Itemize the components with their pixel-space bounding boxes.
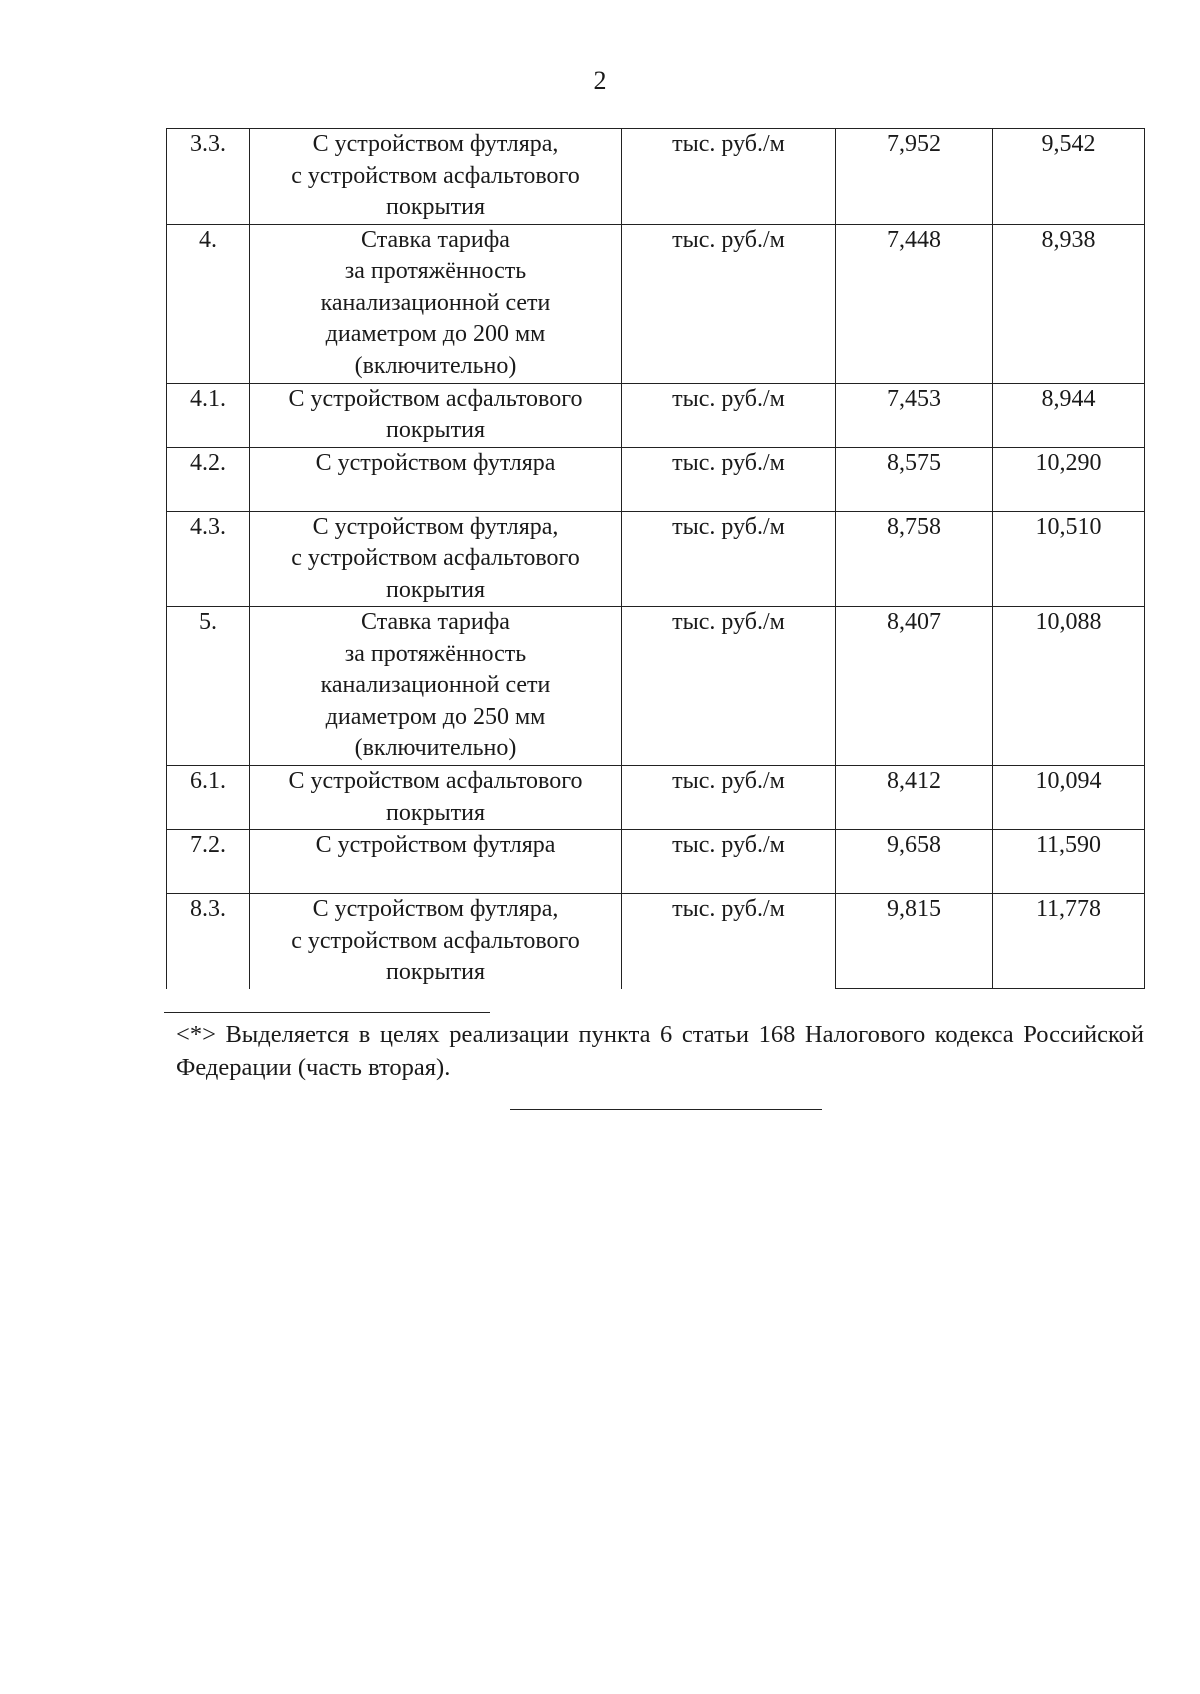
description-line: С устройством футляра, xyxy=(312,513,559,540)
description-line: покрытия xyxy=(386,959,485,985)
description-line: с устройством асфальтового xyxy=(291,545,580,571)
description-line: покрытия xyxy=(386,576,485,603)
table-row xyxy=(167,830,1145,894)
row-value-2: 9,542 xyxy=(993,129,1145,225)
description-line: канализационной сети xyxy=(320,289,551,316)
row-number: 4.1. xyxy=(167,383,250,447)
row-value-1: 8,412 xyxy=(836,766,993,830)
table-row xyxy=(167,511,1145,607)
description-line: С устройством футляра, xyxy=(312,896,559,922)
table-row xyxy=(167,607,1145,766)
row-value-1: 8,758 xyxy=(836,511,993,607)
row-value-2: 8,938 xyxy=(993,224,1145,383)
row-number: 6.1. xyxy=(167,766,250,830)
description-line: Ставка тарифа xyxy=(361,609,510,635)
row-description xyxy=(250,224,622,383)
row-value-2: 10,290 xyxy=(993,447,1145,511)
row-unit: тыс. руб./м xyxy=(622,894,836,989)
row-description xyxy=(250,830,622,894)
row-description xyxy=(250,607,622,766)
row-description xyxy=(250,766,622,830)
row-value-1: 8,407 xyxy=(836,607,993,766)
row-number: 7.2. xyxy=(167,830,250,894)
row-unit: тыс. руб./м xyxy=(622,607,836,766)
row-number: 8.3. xyxy=(167,894,250,989)
description-line: за протяжённость xyxy=(344,258,527,284)
description-line: диаметром до 200 мм xyxy=(325,321,546,347)
row-number: 5. xyxy=(167,607,250,766)
row-unit: тыс. руб./м xyxy=(622,447,836,511)
table-row xyxy=(167,129,1145,225)
row-value-1: 7,952 xyxy=(836,129,993,225)
row-unit: тыс. руб./м xyxy=(622,830,836,894)
description-line: диаметром до 250 мм xyxy=(325,703,546,730)
description-line: С устройством футляра xyxy=(315,449,556,476)
description-line: за протяжённость xyxy=(344,640,527,667)
description-line: с устройством асфальтового xyxy=(291,927,580,954)
closing-divider xyxy=(510,1109,822,1110)
row-value-2: 10,088 xyxy=(993,607,1145,766)
description-line: (включительно) xyxy=(354,735,517,761)
row-value-2: 11,778 xyxy=(993,894,1145,989)
row-description xyxy=(250,511,622,607)
row-number: 3.3. xyxy=(167,129,250,225)
description-line: С устройством асфальтового xyxy=(288,768,583,794)
row-description xyxy=(250,383,622,447)
page-number: 2 xyxy=(593,66,607,95)
tariff-table xyxy=(166,128,1145,989)
description-line: С устройством асфальтового xyxy=(288,385,583,412)
description-line: покрытия xyxy=(386,799,485,826)
row-unit: тыс. руб./м xyxy=(622,224,836,383)
row-value-1: 9,658 xyxy=(836,830,993,894)
footnote-text: <*> Выделяется в целях реализации пункта 6 статьи 168 Налогового кодекса Российской Федерации (часть вторая). xyxy=(176,1021,1144,1081)
row-unit: тыс. руб./м xyxy=(622,511,836,607)
description-line: С устройством футляра, xyxy=(312,131,559,157)
description-line: покрытия xyxy=(386,194,485,220)
table-row xyxy=(167,766,1145,830)
description-line: покрытия xyxy=(386,417,485,443)
row-number: 4.2. xyxy=(167,447,250,511)
row-unit: тыс. руб./м xyxy=(622,383,836,447)
table-row xyxy=(167,894,1145,989)
row-number: 4.3. xyxy=(167,511,250,607)
row-value-2: 11,590 xyxy=(993,830,1145,894)
row-value-1: 7,448 xyxy=(836,224,993,383)
row-unit: тыс. руб./м xyxy=(622,766,836,830)
table-row xyxy=(167,224,1145,383)
row-value-1: 7,453 xyxy=(836,383,993,447)
row-description xyxy=(250,894,622,989)
table-row xyxy=(167,447,1145,511)
description-line: канализационной сети xyxy=(320,672,551,698)
row-value-1: 8,575 xyxy=(836,447,993,511)
row-value-2: 10,510 xyxy=(993,511,1145,607)
row-unit: тыс. руб./м xyxy=(622,129,836,225)
description-line: (включительно) xyxy=(354,352,517,379)
row-value-2: 10,094 xyxy=(993,766,1145,830)
footnote-divider xyxy=(164,1012,490,1013)
description-line: С устройством футляра xyxy=(315,832,556,858)
description-line: с устройством асфальтового xyxy=(291,162,580,189)
row-value-1: 9,815 xyxy=(836,894,993,989)
row-value-2: 8,944 xyxy=(993,383,1145,447)
row-description xyxy=(250,447,622,511)
description-line: Ставка тарифа xyxy=(361,226,510,253)
row-description xyxy=(250,129,622,225)
table-row xyxy=(167,383,1145,447)
row-number: 4. xyxy=(167,224,250,383)
